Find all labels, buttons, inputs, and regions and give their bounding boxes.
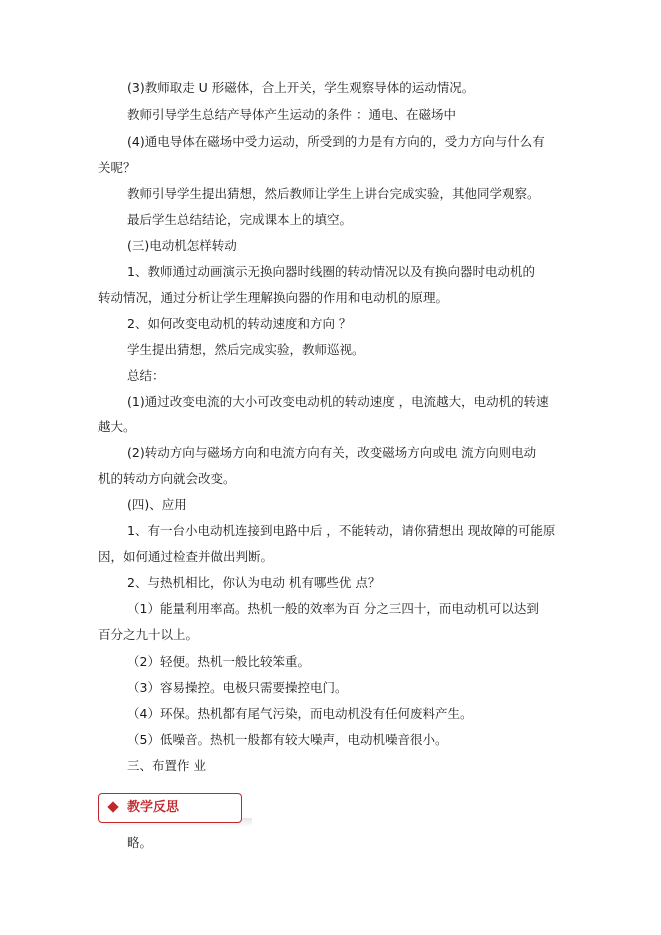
text-line: 越大。 xyxy=(98,419,136,434)
text-line: 关呢？ xyxy=(98,160,136,175)
text-line: 总结： xyxy=(127,368,165,383)
text-line: (3)教师取走 U 形磁体，合上开关，学生观察导体的运动情况。 xyxy=(127,80,475,95)
text-line: 1、有一台小电动机连接到电路中后 ，不能转动，请你猜想出 现故障的可能原 xyxy=(127,523,556,538)
text-line: 因，如何通过检查并做出判断。 xyxy=(98,549,274,564)
text-line: （4）环保。热机都有尾气污染，而电动机没有任何废料产生。 xyxy=(127,706,473,721)
reflection-text: 略。 xyxy=(127,835,153,850)
text-line: （2）轻便。热机一般比较笨重。 xyxy=(127,654,310,669)
section-heading: (四)、应用 xyxy=(127,497,187,512)
text-line: 教师引导学生总结产导体产生运动的条件 ：通电、在磁场中 xyxy=(127,107,456,122)
text-line: 百分之九十以上。 xyxy=(98,627,199,642)
text-line: 教师引导学生提出猜想，然后教师让学生上讲台完成实验，其他同学观察。 xyxy=(127,186,540,201)
text-line: 2、如何改变电动机的转动速度和方向 ？ xyxy=(127,316,352,331)
section-title: 教学反思 xyxy=(127,800,180,815)
text-line: 1、教师通过动画演示无换向器时线圈的转动情况以及有换向器时电动机的 xyxy=(127,264,535,279)
text-line: 转动情况，通过分析让学生理解换向器的作用和电动机的原理。 xyxy=(98,290,449,305)
text-line: 机的转动方向就会改变。 xyxy=(98,471,236,486)
text-line: (4)通电导体在磁场中受力运动，所受到的力是有方向的，受力方向与什么有 xyxy=(127,134,545,149)
text-line: （1）能量利用率高。热机一般的效率为百 分之三四十，而电动机可以达到 xyxy=(127,601,539,616)
text-line: 最后学生总结结论，完成课本上的填空。 xyxy=(127,212,353,227)
text-line: 学生提出猜想，然后完成实验，教师巡视。 xyxy=(127,342,365,357)
text-line: （3）容易操控。电极只需要操控电门。 xyxy=(127,680,348,695)
section-heading: (三)电动机怎样转动 xyxy=(127,238,237,253)
text-line: (2)转动方向与磁场方向和电流方向有关，改变磁场方向或电 流方向则电动 xyxy=(127,445,537,460)
text-line: (1)通过改变电流的大小可改变电动机的转动速度 ，电流越大，电动机的转速 xyxy=(127,394,549,409)
teaching-reflection-header xyxy=(98,793,242,823)
text-line: 2、与热机相比，你认为电动 机有哪些优 点？ xyxy=(127,575,381,590)
diamond-icon xyxy=(107,801,118,812)
section-heading: 三、布置作 业 xyxy=(127,758,206,773)
text-line: （5）低噪音。热机一般都有较大噪声，电动机噪音很小。 xyxy=(127,732,448,747)
